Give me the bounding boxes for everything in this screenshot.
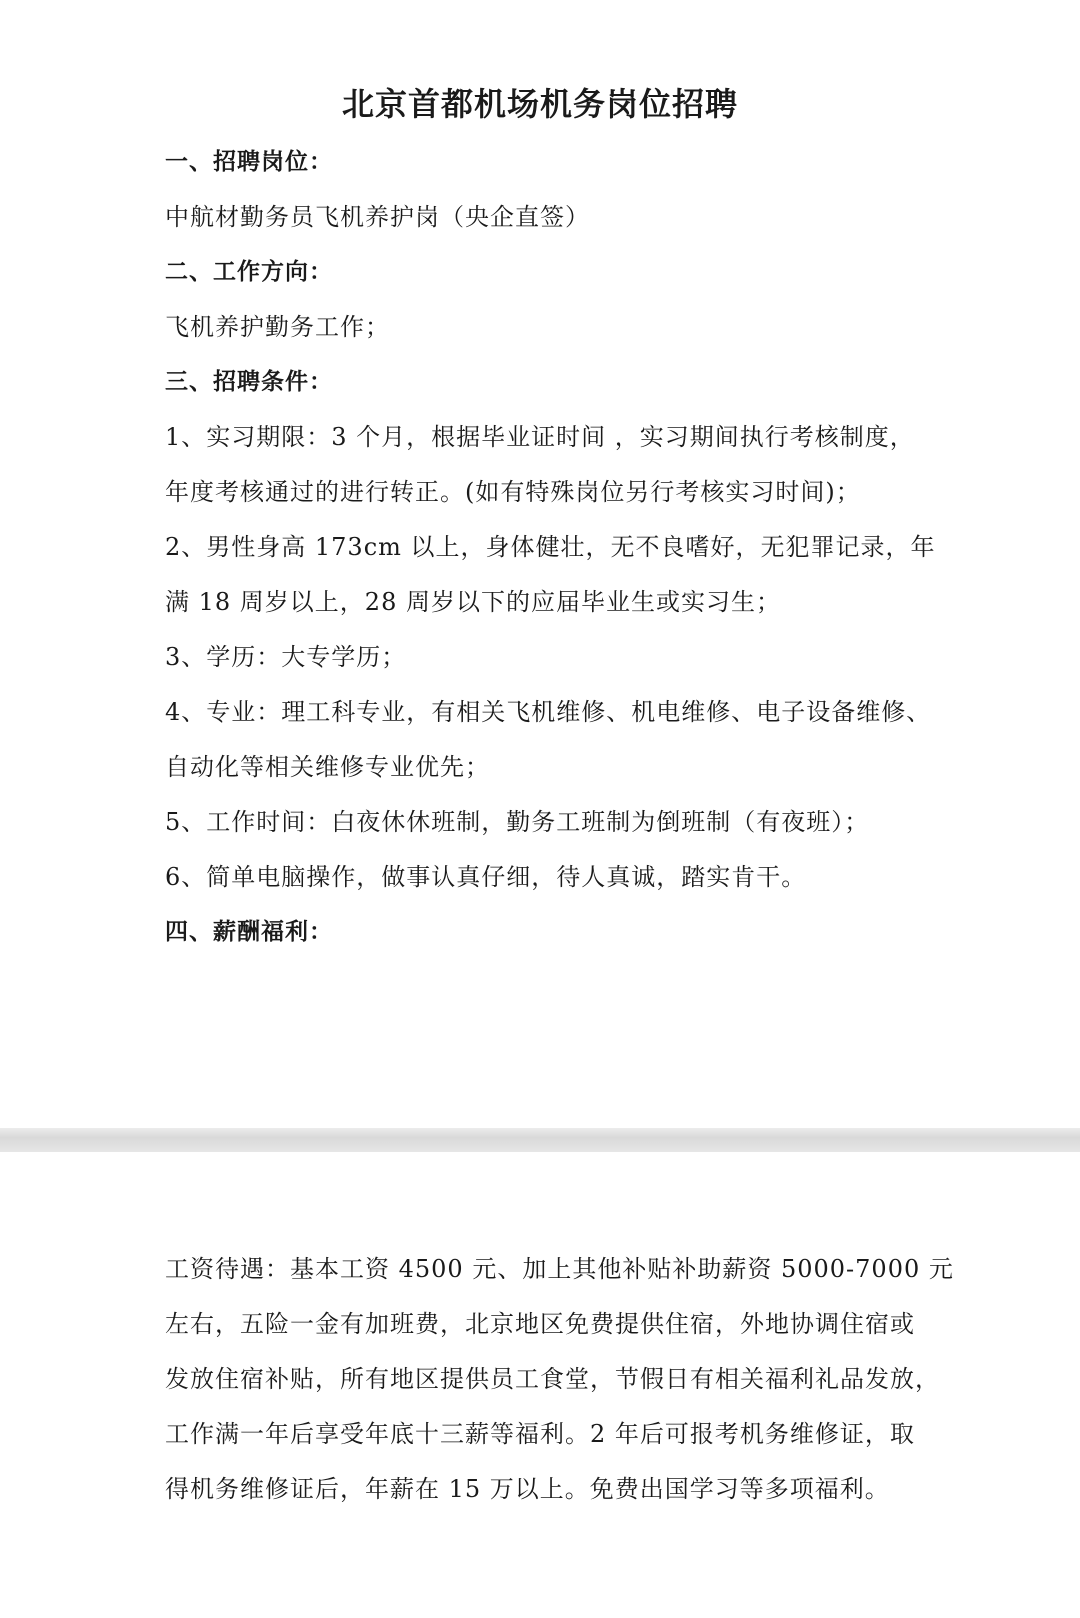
requirement-line: 年度考核通过的进行转正。(如有特殊岗位另行考核实习时间)； <box>165 478 861 506</box>
salary-line: 左右，五险一金有加班费，北京地区免费提供住宿，外地协调住宿或 <box>165 1310 915 1338</box>
positions-text: 中航材勤务员飞机养护岗（央企直签） <box>165 203 590 231</box>
salary-line: 工资待遇：基本工资 4500 元、加上其他补贴补助薪资 5000-7000 元 <box>165 1255 954 1283</box>
document-page-2 <box>0 1152 1080 1618</box>
section-heading-requirements: 三、招聘条件： <box>165 369 333 395</box>
salary-line: 发放住宿补贴，所有地区提供员工食堂，节假日有相关福利礼品发放， <box>165 1365 940 1393</box>
requirement-line: 2、男性身高 173cm 以上，身体健壮，无不良嗜好，无犯罪记录，年 <box>165 533 936 561</box>
section-heading-positions: 一、招聘岗位： <box>165 149 333 175</box>
salary-line: 得机务维修证后，年薪在 15 万以上。免费出国学习等多项福利。 <box>165 1475 890 1503</box>
requirement-line: 自动化等相关维修专业优先； <box>165 753 490 781</box>
requirement-line: 满 18 周岁以上，28 周岁以下的应届毕业生或实习生； <box>165 588 781 616</box>
section-heading-direction: 二、工作方向： <box>165 259 333 285</box>
requirement-line: 1、实习期限：3 个月，根据毕业证时间 ，实习期间执行考核制度， <box>165 423 915 451</box>
requirement-line: 6、简单电脑操作，做事认真仔细，待人真诚，踏实肯干。 <box>165 863 807 891</box>
requirement-line: 3、学历：大专学历； <box>165 643 407 671</box>
page-title: 北京首都机场机务岗位招聘 <box>341 85 738 123</box>
salary-line: 工作满一年后享受年底十三薪等福利。2 年后可报考机务维修证，取 <box>165 1420 915 1448</box>
section-heading-benefits: 四、薪酬福利： <box>165 919 333 945</box>
requirement-line: 5、工作时间：白夜休休班制，勤务工班制为倒班制（有夜班）； <box>165 808 870 836</box>
requirement-line: 4、专业：理工科专业，有相关飞机维修、机电维修、电子设备维修、 <box>165 698 932 726</box>
direction-text: 飞机养护勤务工作； <box>165 313 390 341</box>
page-separator <box>0 1128 1080 1152</box>
